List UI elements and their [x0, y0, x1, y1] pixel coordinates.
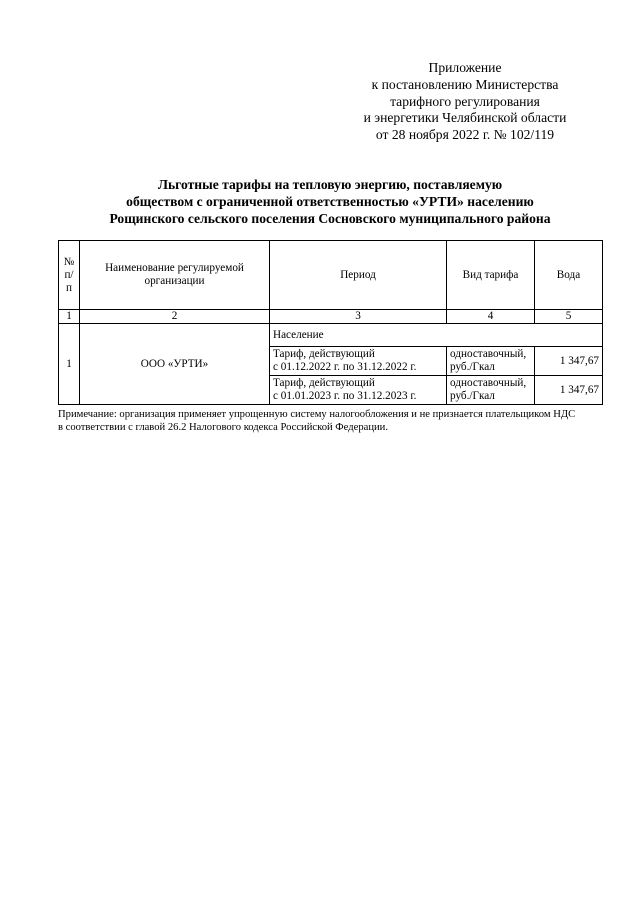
tariff-type-line1: одноставочный, — [450, 377, 527, 389]
header-tariff-type-cell: Вид тарифа — [447, 241, 535, 310]
population-group-label: Население — [270, 324, 447, 347]
footnote-line1: Примечание: организация применяет упрощенную систему налогообложения и не признается плательщиком НДС — [58, 409, 576, 420]
period-cell — [270, 347, 447, 376]
appendix-header — [330, 60, 600, 144]
period-cell — [270, 376, 447, 405]
column-number-cell: 1 — [59, 310, 80, 324]
header-organization-line2: организации — [144, 275, 205, 287]
tariff-type-line1: одноставочный, — [450, 348, 527, 360]
population-group-spacer — [447, 324, 535, 347]
document-title — [40, 176, 620, 227]
appendix-line: к постановлению Министерства — [371, 76, 559, 92]
row-number-cell: 1 — [59, 324, 80, 405]
column-number-cell: 4 — [447, 310, 535, 324]
period-line1: Тариф, действующий — [273, 377, 375, 389]
title-line: Льготные тарифы на тепловую энергию, поставляемую — [157, 177, 503, 192]
period-line2: с 01.01.2023 г. по 31.12.2023 г. — [273, 390, 417, 402]
table-header-row — [59, 241, 603, 310]
tariff-type-cell — [447, 347, 535, 376]
footnote-line2: в соответствии с главой 26.2 Налогового кодекса Российской Федерации. — [58, 422, 388, 434]
footnote — [58, 408, 608, 435]
column-number-cell: 2 — [80, 310, 270, 324]
appendix-line: от 28 ноября 2022 г. № 102/119 — [375, 127, 555, 143]
header-water-cell: Вода — [535, 241, 603, 310]
organization-cell: ООО «УРТИ» — [80, 324, 270, 405]
header-number-cell — [59, 241, 80, 310]
column-number-cell: 3 — [270, 310, 447, 324]
tariff-type-line2: руб./Гкал — [450, 361, 495, 373]
population-group-row — [59, 324, 603, 347]
title-line: Рощинского сельского поселения Сосновского муниципального района — [109, 211, 551, 226]
header-organization-cell — [80, 241, 270, 310]
appendix-line: Приложение — [428, 60, 502, 75]
appendix-line: тарифного регулирования — [390, 93, 540, 109]
header-number-line1: № — [63, 255, 75, 268]
tariff-type-cell — [447, 376, 535, 405]
appendix-line: и энергетики Челябинской области — [363, 110, 567, 126]
column-number-cell: 5 — [535, 310, 603, 324]
water-tariff-cell: 1 347,67 — [535, 347, 603, 376]
tariff-type-line2: руб./Гкал — [450, 390, 495, 402]
title-line: обществом с ограниченной ответственностью «УРТИ» населению — [126, 194, 534, 209]
header-period-cell: Период — [270, 241, 447, 310]
column-number-row — [59, 310, 603, 324]
period-line1: Тариф, действующий — [273, 348, 375, 360]
tariff-table — [58, 240, 603, 405]
water-tariff-cell: 1 347,67 — [535, 376, 603, 405]
header-number-line2: п/п — [64, 268, 74, 294]
header-organization-line1: Наименование регулируемой — [105, 262, 244, 274]
period-line2: с 01.12.2022 г. по 31.12.2022 г. — [273, 361, 417, 373]
population-group-spacer — [535, 324, 603, 347]
